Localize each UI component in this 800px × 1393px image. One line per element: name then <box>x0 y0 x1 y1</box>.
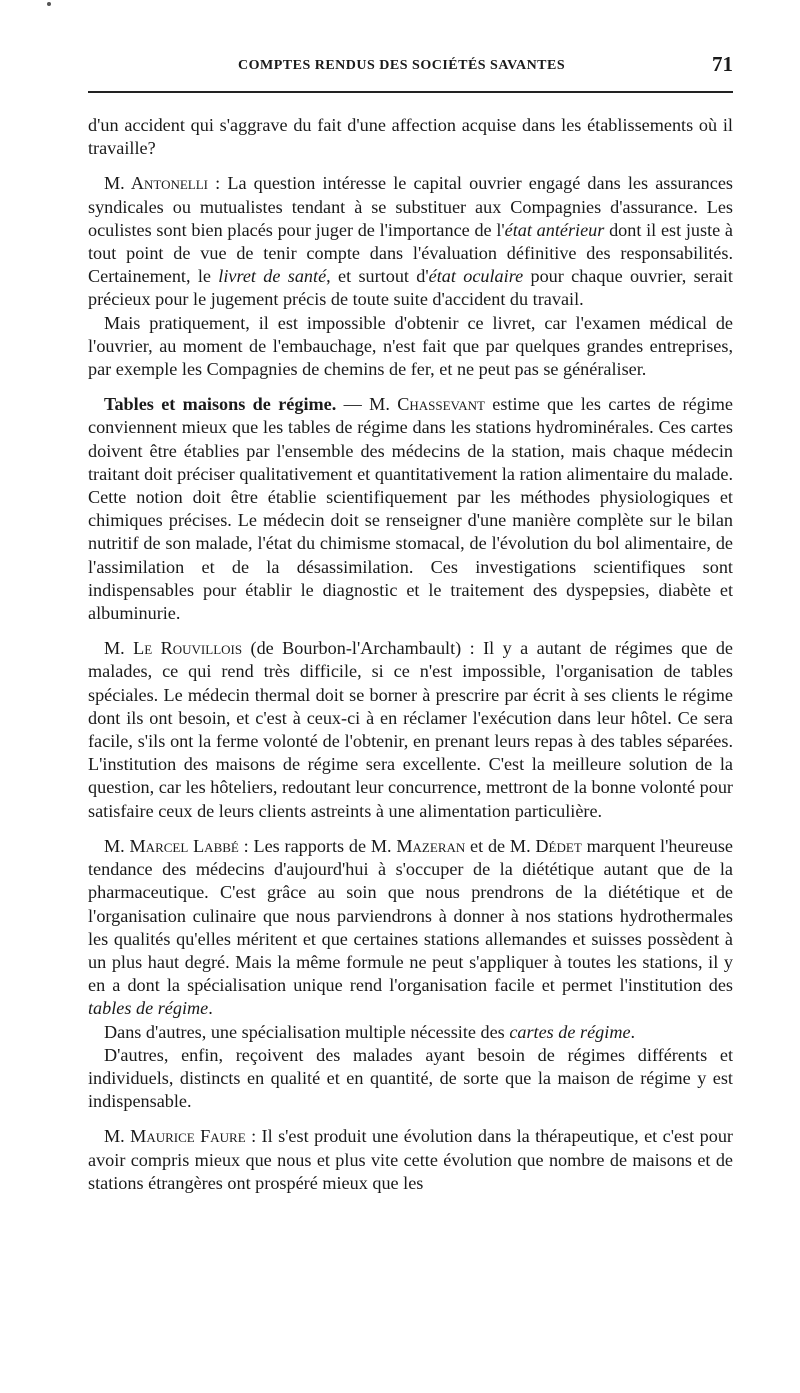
cited-name: Dédet <box>535 835 582 856</box>
cited-name: Mazeran <box>396 835 466 856</box>
paragraph-text: dont il est juste à tout point de vue de tenir compte dans l'évaluation définitive des responsabilités. Certainement, le <box>88 219 733 287</box>
paragraph-tables-regime <box>88 393 733 625</box>
speaker-name: Chassevant <box>397 394 485 415</box>
header-rule <box>88 91 733 93</box>
paragraph-autres-multiple <box>88 1021 733 1044</box>
page <box>88 52 734 1193</box>
italic-term: tables de régime <box>88 998 209 1019</box>
paragraph-text: estime que les cartes de régime conviennent mieux que les tables de régime dans les stations hydrominérales. Ces cartes doivent être établies par l'ensemble des médecins de la station, mais chaque médecin traitant doit préciser qualitativement et quantitativement la ration alimentaire du malade. Cette notion doit être établie scientifiquement par les méthodes physiologiques et chimiques précises. Le médecin doit se renseigner d'une manière complète sur le bilan nutritif de son malade, l'état du chimisme stomacal, de l'évolution du bol alimentaire, de l'assimilation et de la désassimilation. Ces investigations scientifiques sont indispensables pour établir le diagnostic et le traitement des dyspepsies, diabète et albuminurie. <box>88 394 734 624</box>
section-heading: Tables et maisons de régime. <box>104 394 337 415</box>
italic-term: état oculaire <box>428 266 524 287</box>
italic-term: cartes de régime <box>509 1021 631 1042</box>
running-title: COMPTES RENDUS DES SOCIÉTÉS SAVANTES <box>238 58 566 73</box>
italic-term: livret de santé <box>218 266 327 287</box>
paragraph-text: pour chaque ouvrier, serait précieux pour le jugement précis de toute suite d'accident du travail. <box>88 266 733 310</box>
paragraph-antonelli <box>88 172 733 311</box>
article-body <box>88 114 733 1195</box>
page-header <box>88 52 733 82</box>
paragraph-faure <box>88 1125 733 1195</box>
paragraph-text: : Il s'est produit une évolution dans la thérapeutique, et c'est pour avoir compris mieux que nous et plus vite cette évolution que nombre de maisons et de stations étrangères ont prospéré mieux que les <box>88 1126 733 1193</box>
speaker-name: M. Le Rouvillois <box>104 638 243 659</box>
speaker-name: M. Marcel Labbé <box>104 835 239 856</box>
paragraph-le-rouvillois <box>88 637 733 823</box>
paragraph-text: : Les rapports de M. <box>238 835 397 856</box>
paragraph-autres-enfin: D'autres, enfin, reçoivent des malades ayant besoin de régimes différents et individuels, distincts en qualité et en quantité, de sorte que la maison de régime y est indispensable. <box>88 1044 733 1112</box>
paragraph-text: . <box>208 998 213 1019</box>
paragraph-continuation: d'un accident qui s'aggrave du fait d'une affection acquise dans les établissements où il travaille? <box>88 115 733 159</box>
paragraph-labbe <box>88 835 733 1021</box>
page-speck <box>47 2 51 6</box>
paragraph-text: marquent l'heureuse tendance des médecins d'aujourd'hui à s'occuper de la diététique autant que de la pharmaceutique. C'est grâce au soin que nous prendrons de la diététique et de l'organisation culinaire que nous parviendrons à donner à nos stations hydrothermales les qualités qu'elles méritent et que certaines stations allemandes et suisses possèdent à un plus haut degré. Mais la même formule ne peut s'appliquer à toutes les stations, il y en a dont la spécialisation unique rend l'organisation facile et permet l'institution des <box>88 835 733 996</box>
italic-term: état antérieur <box>504 219 605 240</box>
heading-dash: — M. <box>336 394 398 415</box>
paragraph-text: , et surtout d' <box>326 266 429 287</box>
paragraph-text: et de M. <box>465 835 536 856</box>
page-number: 71 <box>712 52 733 76</box>
speaker-name: M. Antonelli <box>104 173 209 194</box>
paragraph-text: Dans d'autres, une spécialisation multiple nécessite des <box>104 1021 510 1042</box>
paragraph-text: (de Bourbon-l'Archambault) : Il y a autant de régimes que de malades, ce qui rend très difficile, si ce n'est impossible, l'organisation de tables spéciales. Le médecin thermal doit se borner à prescrire par écrit à ses clients le régime dont ils ont besoin, et c'est à ceux-ci à en réclamer l'exécution dans leur hôtel. Ce sera facile, s'ils ont la ferme volonté de l'obtenir, en prenant leurs repas à des tables séparées. L'institution des maisons de régime sera excellente. C'est la meilleure solution de la question, car les hôteliers, redoutant leur concurrence, mettront de la bonne volonté pour satisfaire ceux de leurs clients astreints à une alimentation particulière. <box>88 638 733 821</box>
paragraph-pratiquement: Mais pratiquement, il est impossible d'obtenir ce livret, car l'examen médical de l'ouvrier, au moment de l'embauchage, n'est fait que par quelques grandes entreprises, par exemple les Compagnies de chemins de fer, et ne peut pas se généraliser. <box>88 312 733 380</box>
speaker-name: M. Maurice Faure <box>104 1126 246 1147</box>
paragraph-text: : La question intéresse le capital ouvrier engagé dans les assurances syndicales ou mutualistes tendant à se substituer aux Compagnies d'assurance. Les oculistes sont bien placés pour juger de l'importance de l' <box>88 173 733 240</box>
paragraph-text: . <box>630 1021 636 1042</box>
